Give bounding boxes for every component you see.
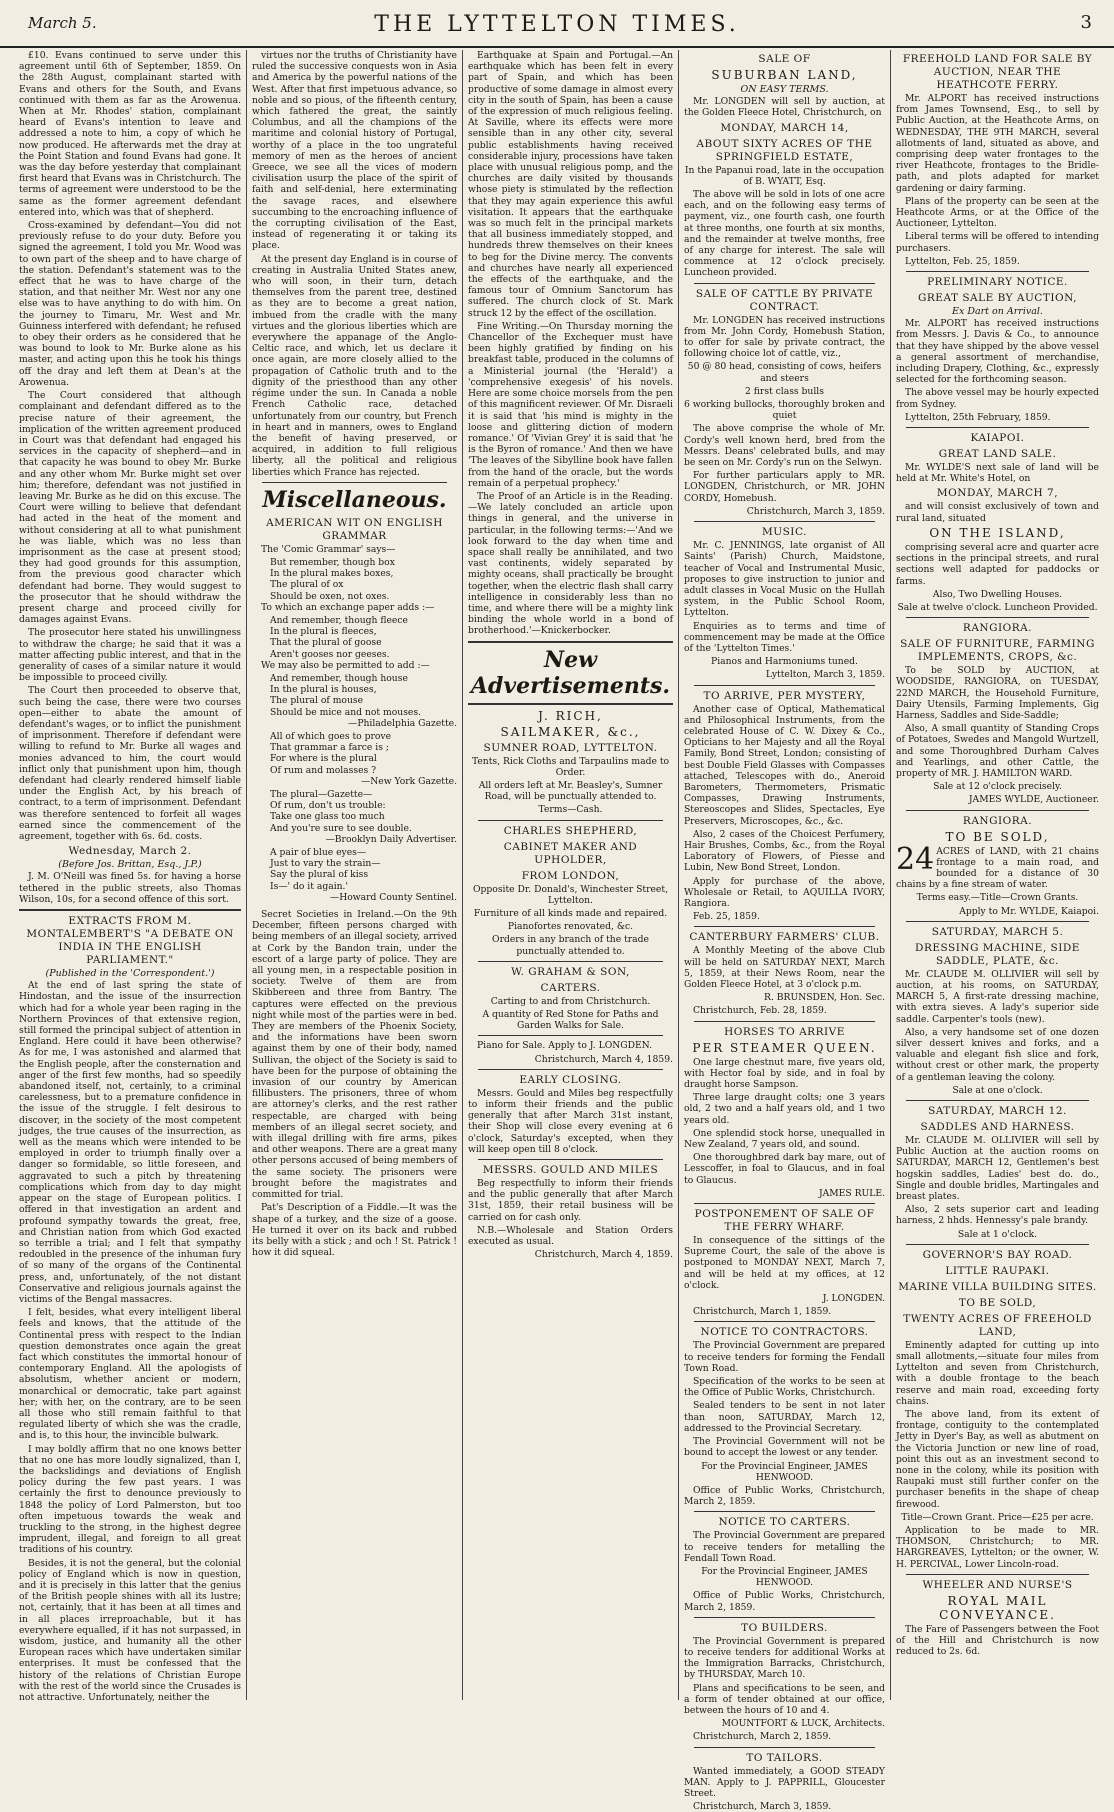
court-paragraph: The prosecutor here stated his unwillingness to withdraw the charge; he said that it was a matter affecting public interest, and that in the generality of cases of a similar nature it would be impossible to proceed civilly. bbox=[19, 627, 241, 684]
column-5 bbox=[890, 50, 1104, 1700]
verse-line: Take one glass too much bbox=[270, 811, 385, 823]
divider bbox=[694, 685, 875, 686]
miscellaneous-heading: Miscellaneous. bbox=[262, 486, 447, 513]
ad-text: Carting to and from Christchurch. bbox=[490, 995, 651, 1007]
divider bbox=[262, 482, 447, 483]
divider bbox=[478, 820, 663, 821]
ad-heading: SALE OF FURNITURE, FARMING IMPLEMENTS, CROPS, &c. bbox=[900, 638, 1095, 664]
court-paragraph: J. M. O'Neill was fined 5s. for having a horse tethered in the public streets, also Thomas Wilson, 10s, for a second offence of this sort. bbox=[19, 871, 241, 905]
ad-heading: SATURDAY, MARCH 12. bbox=[928, 1105, 1067, 1117]
divider bbox=[468, 703, 673, 705]
ad-heading: TO ARRIVE, PER MYSTERY, bbox=[703, 689, 866, 702]
court-bench: (Before Jos. Brittan, Esq., J.P.) bbox=[58, 859, 202, 871]
ad-heading: WHEELER AND NURSE'S bbox=[922, 1578, 1073, 1591]
verse-line: All of which goes to prove bbox=[270, 730, 392, 742]
verse-line: Should be oxen, not oxes. bbox=[270, 590, 390, 602]
ad-text: Also, 2 cases of the Choicest Perfumery, Hair Brushes, Combs, &c., from the Royal Laboratory of Flowers, of Piesse and Lubin, New Bond Street, London. bbox=[684, 828, 885, 874]
extract-paragraph: At the end of last spring the state of Hindostan, and the issue of the insurrection which had for a whole year been raging in the Northern Provinces of that extensive region, still formed the principal subject of attention in England. Here could it have been otherwise? As for me, I was astonished and alarmed that the English people, after the consternation and anger of the first few months, had so speedily abandoned itself, not, certainly, to a criminal carelessness, but to a premature confidence in the issue of the struggle. I felt desirous to discover, in the society of the most competent judges, the true causes of the insurrection, as well as the means which were intended to be employed in order to triumph finally over a danger so formidable, so little foreseen, and aggravated to such a pitch by threatening complications which from day to day might appear on the stage of European politics. I offered in that investigation an ardent and profound sympathy towards the great, free, and Christian nation from which God exacted so terrible a trial; and I felt that sympathy redoubled in the presence of the inhuman fury of so many of the organs of the Continental press, and, unfortunately, of the not distant Conservative and religious journals against the victims of the Bengal massacres. bbox=[19, 980, 241, 1305]
extract-heading: EXTRACTS FROM M. MONTALEMBERT'S "A DEBATE ON INDIA IN THE ENGLISH PARLIAMENT." bbox=[26, 915, 234, 967]
ad-text: The Provincial Government are prepared to receive tenders for metalling the Fendall Town Road. bbox=[684, 1530, 885, 1564]
article-paragraph: Fine Writing.—On Thursday morning the Chancellor of the Exchequer must have been highly gratified by finding on his breakfast table, produced in the columns of a Ministerial journal (the 'Herald') a 'comprehensive exegesis' of his novels. Here are some choice morsels from the pen of this magnificent reviewer. Of Mr. Disraeli it is said that 'his mind is mighty in the loose and glittering diction of modern romance.' Of 'Vivian Grey' it is said that 'he is the Byron of romance.' And then we have 'The leaves of the Sibylline book have fallen from the hand of the oracle, but the words remain of a perpetual prophecy.' bbox=[468, 320, 673, 489]
ad-address: SUMNER ROAD, LYTTELTON. bbox=[483, 741, 658, 754]
ad-heading: GREAT SALE BY AUCTION, bbox=[918, 292, 1077, 305]
divider bbox=[694, 1203, 875, 1204]
verse-source: —Philadelphia Gazette. bbox=[348, 717, 457, 729]
ad-text: To be SOLD by AUCTION, at WOODSIDE, RANGIORA, on TUESDAY, 22ND MARCH, the Household Furniture, Dairy Utensils, Farming Implements, Gig Harness, Saddles and Side-Saddle; bbox=[896, 665, 1099, 721]
verse bbox=[252, 789, 457, 834]
divider bbox=[468, 641, 673, 643]
ad-day: MONDAY, MARCH 14, bbox=[720, 121, 849, 134]
divider bbox=[694, 521, 875, 522]
ad-text: Furniture of all kinds made and repaired. bbox=[473, 907, 668, 919]
ad-heading: ROYAL MAIL CONVEYANCE. bbox=[939, 1593, 1056, 1622]
ad-text: Enquiries as to terms and time of commencement may be made at the Office of the 'Lyttelton Times.' bbox=[684, 620, 885, 654]
ad-text: The above comprise the whole of Mr. Cordy's well known herd, bred from the Messrs. Deans' celebrated bulls, and may be seen on Mr. Cordy's run on the Selwyn. bbox=[684, 423, 885, 469]
divider bbox=[906, 427, 1089, 428]
divider bbox=[478, 961, 663, 962]
ad-text: Also, Two Dwelling Houses. bbox=[932, 588, 1063, 600]
ad-text: Another case of Optical, Mathematical and Philosophical Instruments, from the celebrated House of C. W. Dixey & Co., Opticians to her Majesty and all the Royal Family, Bond Street, London; consisting of best Double Field Glasses with Compasses attached, Telescopes with do., Aneroid Barometers, Thermometers, Prismatic Compasses, Drawing Instruments, Stereoscopes and Slides, Spectacles, Eye Preservers, Microscopes, &c., &c. bbox=[684, 703, 885, 827]
article-paragraph: At the present day England is in course of creating in Australia United States anew, who will soon, in their turn, detach themselves from the parent tree, destined as they are to become a great nation, imbued from the cradle with the many virtues and the glorious liberties which are everywhere the appanage of the Anglo-Celtic race, and which, let us declare it once again, are more closely allied to the propagation of Catholic truth and to the dignity of the priesthood than any other régime under the sun. In Canada a noble French Catholic race, detached unfortunately from our country, but French in heart and in manners, owes to England the benefit of having preserved, or acquired, in addition to full religious liberty, all the political and religious liberties which France has rejected. bbox=[252, 253, 457, 478]
ad-text: The Provincial Government are prepared to receive tenders for forming the Fendall Town Road. bbox=[684, 1340, 885, 1374]
ad-text: Wanted immediately, a GOOD STEADY MAN. Apply to J. PAPPRILL, Gloucester Street. bbox=[684, 1765, 885, 1799]
advertisement-shepherd bbox=[468, 825, 673, 957]
verse-line: In the plural is houses, bbox=[270, 684, 377, 696]
ad-date: Office of Public Works, Christchurch, March 2, 1859. bbox=[684, 1484, 885, 1508]
ad-subheading: Ex Dart on Arrival. bbox=[952, 306, 1043, 318]
ad-date: Christchurch, March 4, 1859. bbox=[534, 1249, 673, 1261]
columns bbox=[14, 50, 1104, 1812]
ad-text: A quantity of Red Stone for Paths and Garden Walks for Sale. bbox=[482, 1009, 659, 1032]
ad-heading: GREAT LAND SALE. bbox=[938, 448, 1057, 461]
ad-text: Apply for purchase of the above, Wholesale or Retail, to AQUILLA IVORY, Rangiora. bbox=[684, 875, 885, 909]
ad-text: Application to be made to MR. THOMSON, Christchurch; to MR. HARGREAVES, Lyttelton; or the owner, W. H. PERCIVAL, Lower Lincoln-road. bbox=[896, 1525, 1099, 1570]
ad-text: Sale at twelve o'clock. Luncheon Provided. bbox=[897, 601, 1098, 613]
article-paragraph: The Proof of an Article is in the Reading.—We lately concluded an article upon things in general, and the universe in particular, in the following terms:—'And we look forward to the day when time and space shall really be annihilated, and two vast continents, widely separated by mighty oceans, shall practically be brought together, when the electric flash shall carry intelligence in considerably less than no time, and where there will be a mighty link binding the whole world in a bond of brotherhood.'—Knickerbocker. bbox=[468, 490, 673, 637]
divider bbox=[478, 1159, 663, 1160]
ad-list-item: 6 working bullocks, thoroughly broken and quiet bbox=[684, 399, 886, 422]
ad-text: Mr. WYLDE'S next sale of land will be held at Mr. White's Hotel, on bbox=[896, 462, 1099, 485]
ad-name: J. RICH, bbox=[538, 708, 603, 723]
court-paragraph: £10. Evans continued to serve under this agreement until 6th of September, 1859. On the 28th August, complainant started with Evans and others for the South, and Evans continued with them as far as the Arowenua. When at Mr. Rhodes' station, complainant heard of Evans's intention to leave and addressed a note to him, a copy of which he now produced. He afterwards met the dray at the Point Station and found Evans had gone. It was the day before yesterday that complainant first heard that Evans was in Christchurch. The terms of agreement were understood to be the same as the former agreement defendant entered into, which was that of shepherd. bbox=[19, 50, 241, 218]
ad-heading: NOTICE TO CARTERS. bbox=[718, 1516, 851, 1529]
ad-text: Mr. LONGDEN will sell by auction, at the Golden Fleece Hotel, Christchurch, on bbox=[684, 96, 885, 119]
article-paragraph: Earthquake at Spain and Portugal.—An earthquake which has been felt in every part of Spain, and which has been productive of some damage in almost every city in the south of Spain, has been a cause of the expression of much religious feeling. At Saville, where its effects were more sensible than in any other city, several public establishments having received considerable injury, processions have taken place with unusual religious pomp, and the churches are daily visited by thousands whose piety is stimulated by the reflection that they may again experience this awful visitation. It appears that the earthquake was so much felt in the principal markets that all business immediately stopped, and hundreds threw themselves on their knees to beg for the Divine mercy. The convents and churches have nearly all experienced the effects of the earthquake, and the famous tour of Omnium Sanctorum has suffered. The church clock of St. Mark struck 12 by the effect of the oscillation. bbox=[468, 50, 673, 319]
ad-text: Terms easy.—Title—Crown Grants. bbox=[916, 892, 1079, 904]
ad-text: Three large draught colts; one 3 years old, 2 two and a half years old, and 1 two years old. bbox=[684, 1092, 885, 1126]
ad-text: Orders in any branch of the trade punctually attended to. bbox=[492, 934, 649, 957]
ad-heading: TO BE SOLD, bbox=[958, 1296, 1037, 1309]
ad-list-item: 2 first class bulls bbox=[745, 385, 824, 397]
ad-heading: SALE OF CATTLE BY PRIVATE CONTRACT. bbox=[695, 287, 874, 313]
verse-line: The plural of mouse bbox=[270, 695, 364, 707]
verse-source: —New York Gazette. bbox=[361, 775, 457, 787]
ad-text: Beg respectfully to inform their friends and the public generally that after March 31st, 1859, their retail business will be carried on for cash only. bbox=[468, 1178, 673, 1223]
divider bbox=[694, 1747, 875, 1748]
court-paragraph: The Court then proceeded to observe that, such being the case, there were two courses open—either to abate the amount of defendant's wages, or to inflict the punishment of imprisonment. Therefore if defendant were willing to refund to Mr. Burke all wages and monies advanced to him, the court would inflict only that punishment upon him, though defendant had clearly rendered himself liable under the English Act, by his breach of contract, to a term of imprisonment. Defendant was therefore sentenced to forfeit all wages earned since the commencement of the agreement, together with 6s. 6d. costs. bbox=[19, 685, 241, 843]
verse bbox=[252, 615, 457, 660]
verse bbox=[252, 731, 457, 776]
ad-heading: POSTPONEMENT OF SALE OF THE FERRY WHARF. bbox=[694, 1208, 875, 1234]
ad-heading: SUBURBAN LAND, bbox=[711, 68, 858, 82]
ad-text: Mr. CLAUDE M. OLLIVIER will sell by Public Auction at the auction rooms on SATURDAY, MARCH 12, Gentlemen's best hogskin saddles, Ladies' best do. do., Single and double bridles, Martingales and breast plates. bbox=[896, 1135, 1099, 1203]
ad-subheading: ON EASY TERMS. bbox=[740, 84, 829, 95]
ad-day: MONDAY, MARCH 7, bbox=[936, 487, 1059, 500]
ad-text: The Provincial Government is prepared to receive tenders for additional Works at the Immigration Barracks, Christchurch, by THURSDAY, March 10. bbox=[684, 1635, 885, 1681]
verse-source: We may also be permitted to add :— bbox=[261, 659, 430, 671]
article-paragraph: Secret Societies in Ireland.—On the 9th December, fifteen persons charged with being members of an illegal society, arrived at Cork by the Bandon train, under the escort of a large party of police. They are all young men, in a respectable position in society. Twelve of them are from Skibbereen and three from Bantry. The captures were effected on the previous night while most of the parties were in bed. They are members of the Phoenix Society, and the informations have been sworn against them by one of their body, named Sullivan, the object of the Society is said to have been for the purpose of obtaining the invasion of our country by American fillibusters. The prisoners, three of whom are attorney's clerks, and the rest rather respectable, are charged with being members of an illegal secret society, and with illegal drilling with fire arms, pikes and other weapons. There are a great many other persons accused of being members of the same society. The prisoners were brought before the magistrates and committed for trial. bbox=[252, 909, 457, 1201]
ad-text: Pianos and Harmoniums tuned. bbox=[711, 656, 858, 668]
ad-heading: RANGIORA. bbox=[962, 814, 1033, 827]
ad-address: Opposite Dr. Donald's, Winchester Street, Lyttelton. bbox=[473, 883, 668, 906]
ad-heading: PER STEAMER QUEEN. bbox=[692, 1040, 877, 1055]
court-paragraph: Cross-examined by defendant—You did not previously refuse to do your duty. Before you signed the agreement, I told you Mr. Wood was to own part of the sheep and to have charge of the station. Defendant's statement was to the effect that he was to have charge of the station, and that neither Mr. West nor any one else was to have anything to do with him. On the journey to Timaru, Mr. West and Mr. Guinness interfered with defendant; he refused to obey their orders as he considered that he was bound to look to Mr. Burke alone as his master, and acting upon this he took his things off the dray and left them at Dean's at the Arowenua. bbox=[19, 220, 241, 388]
ad-heading: SADDLES AND HARNESS. bbox=[920, 1121, 1075, 1133]
ad-text: The above will be sold in lots of one acre each, and on the following easy terms of payment, viz., one fourth cash, one fourth at three months, one fourth at six months, and the remainder at twelve months, free of any charge for interest. The sale will commence at 12 o'clock precisely. Luncheon provided. bbox=[684, 189, 885, 279]
grammar-intro: The 'Comic Grammar' says— bbox=[261, 543, 396, 555]
column-1 bbox=[14, 50, 246, 1704]
ad-heading: CANTERBURY FARMERS' CLUB. bbox=[689, 931, 880, 944]
ad-text: Also, a very handsome set of one dozen silver dessert knives and forks, and a valuable and elegant fish slice and fork, without crest or other mark, the property of a gentleman leaving the colony. bbox=[896, 1026, 1099, 1083]
ad-date: Feb. 25, 1859. bbox=[693, 911, 760, 923]
ad-text: Mr. CLAUDE M. OLLIVIER will sell by auction, at his rooms, on SATURDAY, MARCH 5, A first-rate dressing machine, with extra sieves. A lady's superior side saddle. Carpenter's tools (new). bbox=[896, 968, 1099, 1025]
divider bbox=[906, 810, 1089, 811]
ad-signature: For the Provincial Engineer, JAMES HENWOOD. bbox=[701, 1460, 868, 1483]
ad-text: Mr. ALPORT has received instructions from James Townsend, Esq., to sell by Public Auction, at the Heathcote Arms, on WEDNESDAY, THE 9TH MARCH, several allotments of land, situated as above, and comprising deep water frontages to the river Heathcote, frontages to the Bridle-path, and plots adapted for market gardening or dairy farming. bbox=[896, 93, 1099, 194]
ad-text: Sale at 12 o'clock precisely. bbox=[933, 781, 1062, 793]
ad-text: The Provincial Government will not be bound to accept the lowest or any tender. bbox=[684, 1436, 885, 1459]
ad-heading: MUSIC. bbox=[762, 526, 807, 539]
ad-terms: Terms—Cash. bbox=[538, 804, 603, 816]
ad-date: Lyttelton, March 3, 1859. bbox=[765, 669, 885, 681]
verse-line: The plural of ox bbox=[270, 579, 344, 591]
ad-heading: NOTICE TO CONTRACTORS. bbox=[700, 1326, 869, 1339]
ad-name: CHARLES SHEPHERD, bbox=[503, 824, 638, 837]
ad-text: One splendid stock horse, unequalled in New Zealand, 7 years old, and sound. bbox=[684, 1127, 885, 1151]
divider bbox=[694, 1321, 875, 1322]
ad-trade: CARTERS. bbox=[540, 981, 601, 994]
ad-text: Tents, Rick Cloths and Tarpaulins made to Order. bbox=[471, 755, 670, 778]
ad-text: The Fare of Passengers between the Foot of the Hill and Christchurch is now reduced to 2s. 6d. bbox=[896, 1623, 1099, 1658]
verse-source: To which an exchange paper adds :— bbox=[261, 601, 435, 613]
verse-line: In the plural makes boxes, bbox=[270, 568, 394, 580]
ad-text: Also, 2 sets superior cart and leading harness, 2 hhds. Hennessy's pale brandy. bbox=[896, 1204, 1099, 1227]
ad-heading: EARLY CLOSING. bbox=[519, 1073, 622, 1086]
ad-list-item: 50 @ 80 head, consisting of cows, heifers and steers bbox=[687, 361, 882, 384]
ad-signature: R. BRUNSDEN, Hon. Sec. bbox=[764, 992, 885, 1004]
verse-source: —Howard County Sentinel. bbox=[330, 891, 457, 903]
ad-date: Christchurch, Feb. 28, 1859. bbox=[693, 1005, 827, 1017]
column-4 bbox=[678, 50, 890, 1812]
divider bbox=[694, 283, 875, 284]
article-paragraph: Pat's Description of a Fiddle.—It was the shape of a turkey, and the size of a goose. He turned it over on its back and rubbed its belly with a stick ; and och ! St. Patrick ! how it did squeal. bbox=[252, 1202, 457, 1259]
verse-line: And you're sure to see double. bbox=[270, 822, 412, 834]
ad-text: and will consist exclusively of town and rural land, situated bbox=[896, 501, 1099, 524]
advertisement-graham bbox=[468, 966, 673, 1032]
ad-heading: SATURDAY, MARCH 5. bbox=[931, 925, 1064, 938]
ad-text: Liberal terms will be offered to intending purchasers. bbox=[896, 231, 1099, 254]
verse-line: That grammar a farce is ; bbox=[270, 742, 389, 754]
verse-line: And remember, though house bbox=[270, 672, 408, 684]
verse-line: Just to vary the strain— bbox=[270, 858, 381, 870]
ad-text: Title—Crown Grant. Price—£25 per acre. bbox=[901, 1511, 1094, 1523]
ad-text: The above land, from its extent of frontage, contiguity to the contemplated Jetty in Dyer's Bay, as well as abutment on the Victoria Junction or new line of road, point this out as an investment second to none in the colony, while its position with Raupaki must still further confer on the purchaser benefits in the shape of cheap firewood. bbox=[896, 1409, 1099, 1510]
ad-heading: PRELIMINARY NOTICE. bbox=[927, 276, 1068, 289]
ad-text: Sale at one o'clock. bbox=[952, 1084, 1043, 1096]
ad-date: Christchurch, March 2, 1859. bbox=[693, 1731, 832, 1743]
verse-line: Of rum, don't us trouble: bbox=[270, 800, 386, 812]
masthead bbox=[0, 0, 1114, 48]
ad-signature: JAMES WYLDE, Auctioneer. bbox=[968, 794, 1099, 806]
ad-signature: MOUNTFORT & LUCK, Architects. bbox=[721, 1718, 885, 1730]
divider bbox=[906, 1100, 1089, 1101]
ad-text: Plans of the property can be seen at the Heathcote Arms, or at the Office of the Auctioneer, Lyttelton. bbox=[896, 195, 1099, 230]
ad-piano: Piano for Sale. Apply to J. LONGDEN. bbox=[477, 1040, 653, 1052]
ad-from: FROM LONDON, bbox=[521, 869, 620, 882]
ad-heading: RANGIORA. bbox=[962, 622, 1033, 635]
verse-line: Should be mice and not mouses. bbox=[270, 706, 421, 718]
ad-text: Mr. ALPORT has received instructions from Messrs. J. Davis & Co., to announce that they have shipped by the above vessel a general assortment of merchandise, including Drapery, Clothing, &c., expressly selected for the forthcoming season. bbox=[896, 318, 1099, 386]
acre-count: 24 bbox=[896, 841, 935, 877]
extract-paragraph: I may boldly affirm that no one knows better that no one has more loudly signalized, than I, the backslidings and deviations of English policy during the few past years. I was certainly the first to denounce previously to 1848 the policy of Lord Palmerston, but too often impetuous towards the weak and truckling to the strong, in the highest degree imprudent, illegal, and foreign to all great traditions of his country. bbox=[19, 1443, 241, 1556]
ad-heading: DRESSING MACHINE, SIDE SADDLE, PLATE, &c. bbox=[915, 941, 1080, 967]
ad-text: Sale at 1 o'clock. bbox=[957, 1228, 1038, 1240]
divider bbox=[694, 926, 875, 927]
verse-line: A pair of blue eyes— bbox=[270, 847, 367, 858]
verse-line: Of rum and molasses ? bbox=[270, 764, 377, 776]
ad-text: Also, A small quantity of Standing Crops of Potatoes, Swedes and Mangold Wurtzell, and some Thoroughbred Durham Calves and Yearlings, and other Cattle, the property of MR. J. HAMILTON WARD. bbox=[896, 723, 1099, 779]
verse-line: The plural—Gazette— bbox=[270, 788, 373, 800]
ad-heading: MESSRS. GOULD AND MILES bbox=[482, 1164, 659, 1177]
verse-line: Aren't gooses nor geeses. bbox=[270, 648, 390, 660]
ad-text: Messrs. Gould and Miles beg respectfully to inform their friends and the public generally that after March 31st instant, their Shop will close every evening at 6 o'clock, Saturday's excepted, when they will keep open till 8 o'clock. bbox=[468, 1087, 673, 1155]
advertisement-rich bbox=[468, 709, 673, 816]
verse-line: For where is the plural bbox=[270, 753, 377, 765]
divider bbox=[478, 1069, 663, 1070]
divider bbox=[694, 1511, 875, 1512]
ad-text: The above vessel may be hourly expected from Sydney. bbox=[896, 387, 1099, 410]
ad-text: One large chestnut mare, five years old, with Hector foal by side, and in foal by draught horse Sampson. bbox=[684, 1056, 885, 1091]
ad-text: All orders left at Mr. Beasley's, Sumner Road, will be punctually attended to. bbox=[478, 779, 663, 803]
column-2 bbox=[246, 50, 462, 1700]
ad-heading: FREEHOLD LAND FOR SALE BY AUCTION, NEAR THE HEATHCOTE FERRY. bbox=[902, 53, 1093, 91]
column-3 bbox=[462, 50, 678, 1700]
ad-date: Christchurch, March 4, 1859. bbox=[534, 1053, 673, 1065]
verse bbox=[252, 847, 457, 892]
ad-signature: For the Provincial Engineer, JAMES HENWOOD. bbox=[701, 1565, 868, 1589]
ad-text: In consequence of the sittings of the Supreme Court, the sale of the above is postponed to MONDAY NEXT, March 7, and will be held at my offices, at 12 o'clock. bbox=[684, 1235, 885, 1291]
court-date-heading: Wednesday, March 2. bbox=[68, 845, 192, 858]
ad-text: In the Papanui road, late in the occupation of B. WYATT, Esq. bbox=[684, 164, 885, 187]
court-paragraph: The Court considered that although complainant and defendant differed as to the precise nature of their agreement, the implication of the written agreement produced in Court was that defendant had engaged his services in the capacity of shepherd—and in that capacity he was bound to obey Mr. Burke and any other whom Mr. Burke might set over him; therefore, defendant was not justified in leaving Mr. Burke as he did on this excuse. The Court were willing to believe that defendant had acted in the heat of the moment and without considering at all to what punishment he was liable, which was no less than imprisonment as the case at present stood; they had good grounds for this assumption, from the previous good character which defendant had borne. They would suggest to the prosecutor that he should withdraw the present charge and proceed civilly for damages against Evans. bbox=[19, 390, 241, 626]
verse-line: Is—' do it again.' bbox=[270, 880, 348, 892]
grammar-heading: AMERICAN WIT ON ENGLISH GRAMMAR bbox=[266, 516, 443, 542]
ad-text: Specification of the works to be seen at the Office of Public Works, Christchurch. bbox=[684, 1376, 885, 1399]
divider bbox=[19, 909, 241, 911]
verse bbox=[252, 673, 457, 718]
ad-text: Pianofortes renovated, &c. bbox=[507, 921, 634, 933]
extract-paragraph: Besides, it is not the general, but the colonial policy of England which is now in question, and it is precisely in this latter that the genius of the British people shines with all its lustre; not, certainly, that it has been at all times and in all places irreproachable, but it has everywhere equalled, if it has not surpassed, in wisdom, justice, and humanity all the other European races which have undertaken similar enterprises. It must be confessed that the history of the relations of Christian Europe with the rest of the world since the Crusades is not attractive. Unfortunately, neither the bbox=[19, 1557, 241, 1704]
ad-heading: MARINE VILLA BUILDING SITES. bbox=[898, 1280, 1097, 1293]
ad-heading: ON THE ISLAND, bbox=[929, 525, 1066, 540]
ad-name: W. GRAHAM & SON, bbox=[511, 965, 630, 978]
ad-signature: J. LONGDEN. bbox=[822, 1293, 885, 1305]
issue-date: March 5. bbox=[28, 14, 97, 32]
ad-text: Sealed tenders to be sent in not later than noon, SATURDAY, March 12, addressed to the Provincial Secretary. bbox=[684, 1400, 885, 1434]
new-advertisements-heading: New Advertisements. bbox=[470, 646, 671, 699]
divider bbox=[906, 617, 1089, 618]
ad-heading: TO TAILORS. bbox=[746, 1751, 823, 1764]
verse-line: And remember, though fleece bbox=[270, 614, 408, 626]
divider bbox=[694, 1617, 875, 1618]
ad-heading: TO BUILDERS. bbox=[741, 1621, 828, 1634]
page-number: 3 bbox=[1080, 12, 1092, 33]
ad-heading: SALE OF bbox=[758, 53, 811, 65]
divider bbox=[694, 1021, 875, 1022]
ad-trade: SAILMAKER, &c., bbox=[500, 724, 641, 739]
ad-date: Office of Public Works, Christchurch, March 2, 1859. bbox=[684, 1590, 885, 1613]
ad-signature: Apply to Mr. WYLDE, Kaiapoi. bbox=[959, 905, 1099, 917]
divider bbox=[906, 1244, 1089, 1245]
ad-text: A Monthly Meeting of the above Club will be held on SATURDAY NEXT, March 5, 1859, at their News Room, near the Golden Fleece Hotel, at 3 o'clock p.m. bbox=[684, 945, 885, 990]
ad-signature: JAMES RULE. bbox=[818, 1187, 885, 1199]
newspaper-title: THE LYTTELTON TIMES. bbox=[374, 12, 740, 37]
ad-heading: LITTLE RAUPAKI. bbox=[945, 1264, 1050, 1277]
extract-source: (Published in the 'Correspondent.') bbox=[45, 968, 215, 980]
ad-date: Christchurch, March 3, 1859. bbox=[746, 505, 885, 517]
divider bbox=[906, 271, 1089, 272]
verse-line: But remember, though box bbox=[270, 556, 395, 568]
ad-text: Mr. LONGDEN has received instructions from Mr. John Cordy, Homebush Station, to offer for sale by private contract, the following choice lot of cattle, viz., bbox=[684, 314, 885, 360]
ad-heading: TO BE SOLD, bbox=[945, 829, 1050, 844]
verse-line: Say the plural of kiss bbox=[270, 869, 369, 881]
ad-date: Lyttelton, Feb. 25, 1859. bbox=[905, 255, 1020, 267]
divider bbox=[906, 921, 1089, 922]
extract-paragraph: I felt, besides, what every intelligent liberal feels and knows, that the attitude of the Continental press with respect to the Indian question demonstrates once again the great fact which constitutes the immortal honour of contemporary England. All the apologists of absolutism, whether ancient or modern, monarchical or democratic, take part against her; with her, on the contrary, are to be seen all those who still remain faithful to that regulated liberty of which she was the cradle, and is, to this hour, the invincible bulwark. bbox=[19, 1307, 241, 1442]
ad-text: One thoroughbred dark bay mare, out of Lesscoffer, in foal to Glaucus, and in foal to Glaucus. bbox=[684, 1152, 885, 1186]
ad-heading: GOVERNOR'S BAY ROAD. bbox=[922, 1248, 1073, 1261]
ad-text: comprising several acre and quarter acre sections in the principal streets, and rural sections well adapted for paddocks or farms. bbox=[896, 541, 1099, 587]
ad-text: ACRES of LAND, with 21 chains frontage to a main road, and bounded for a distance of 30 chains by a fine stream of water. bbox=[896, 845, 1099, 891]
ad-heading: ABOUT SIXTY ACRES OF THE SPRINGFIELD ESTATE, bbox=[696, 137, 873, 163]
verse-line: In the plural is fleeces, bbox=[270, 626, 377, 638]
ad-text: N.B.—Wholesale and Station Orders executed as usual. bbox=[468, 1224, 673, 1248]
article-paragraph: virtues nor the truths of Christianity have ruled the successive conquests won in Asia and America by the powerful nations of the West. After that first impetuous advance, so noble and so pious, of the fifteenth century, which fathered the great, the saintly Columbus, and all the champions of the maritime and colonial history of Portugal, worthy of a place in the too ungrateful memory of men as the heroes of ancient Greece, we see all the vices of modern civilisation usurp the place of the spirit of faith and self-denial, here exterminating the savage races, and elsewhere succumbing to the encroaching influence of the corrupting civilisation of the East, instead of regenerating it or taking its place. bbox=[252, 50, 457, 252]
ad-text: Plans and specifications to be seen, and a form of tender obtained at our office, between the hours of 10 and 4. bbox=[684, 1682, 885, 1716]
ad-heading: HORSES TO ARRIVE bbox=[724, 1025, 845, 1038]
ad-text: For further particulars apply to MR. LONGDEN, Christchurch, or MR. JOHN CORDY, Homebush. bbox=[684, 470, 885, 504]
verse bbox=[252, 557, 457, 602]
verse-source: —Brooklyn Daily Advertiser. bbox=[325, 833, 457, 845]
ad-date: Christchurch, March 1, 1859. bbox=[693, 1306, 832, 1318]
ad-heading: KAIAPOI. bbox=[970, 432, 1025, 445]
ad-heading: TWENTY ACRES OF FREEHOLD LAND, bbox=[903, 1312, 1092, 1338]
verse-line: That the plural of goose bbox=[270, 637, 382, 649]
divider bbox=[906, 1574, 1089, 1575]
ad-text: Eminently adapted for cutting up into small allotments,—situate four miles from Lyttelton and seven from Christchurch, with a double frontage to the beach reserve and main road, exceeding forty chains. bbox=[896, 1339, 1099, 1407]
ad-date: Lyttelton, 25th February, 1859. bbox=[905, 411, 1051, 423]
ad-date: Christchurch, March 3, 1859. bbox=[693, 1801, 832, 1812]
ad-trade: CABINET MAKER AND UPHOLDER, bbox=[503, 840, 638, 866]
ad-text: Mr. C. JENNINGS, late organist of All Saints' (Parish) Church, Maidstone, teacher of Vocal and Instrumental Music, proposes to give instruction to junior and adult classes in Vocal Music on the Hullah system, in the Public School Room, Lyttelton. bbox=[684, 540, 885, 619]
divider bbox=[478, 1035, 663, 1036]
